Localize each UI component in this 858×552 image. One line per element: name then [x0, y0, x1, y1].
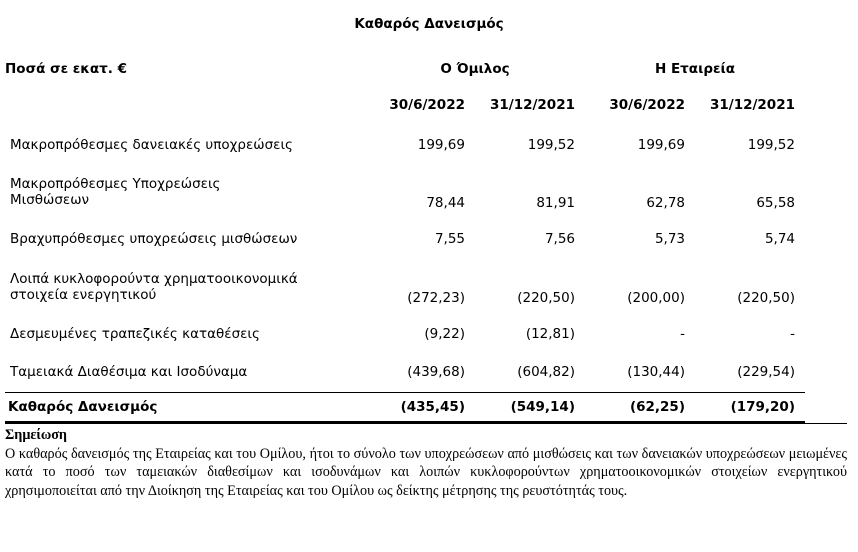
value-cell: (229,54): [737, 363, 795, 380]
value-cell: 199,52: [747, 136, 795, 153]
total-value: (179,20): [695, 392, 805, 422]
value-cell: 7,55: [434, 231, 465, 247]
table-row: [5, 315, 805, 352]
row-label: Δεσμευμένες τραπεζικές καταθέσεις: [10, 325, 260, 342]
table-row: [5, 163, 805, 220]
row-label-line: Μισθώσεων: [10, 191, 90, 208]
group-header: Ο Όμιλος: [440, 61, 510, 77]
value-cell: 5,73: [654, 231, 685, 247]
total-value: (435,45): [365, 392, 475, 422]
row-label: Ταμειακά Διαθέσιμα και Ισοδύναμα: [10, 363, 248, 380]
total-value: (62,25): [585, 392, 695, 422]
empty-cell: [5, 84, 365, 126]
row-label: Βραχυπρόθεσμες υποχρεώσεις μισθώσεων: [10, 231, 298, 247]
value-cell: 199,69: [637, 136, 685, 153]
table-row: [5, 220, 805, 258]
note-text: Ο καθαρός δανεισμός της Εταιρείας και του Ομίλου, ήτοι το σύνολο των υποχρεώσεων από μισθώσεις και των δανειακών υποχρεώσεων μειωμένες κατά το ποσό των ταμειακών διαθεσίμων και ισοδυνάμων και λοιπών κυκλοφορούντων χρηματοοικονομικών στοιχείων ενεργητικού χρησιμοποιείται από την Διοίκηση της Εταιρείας και του Ομίλου ως δείκτης μέτρησης της ρευστότητάς τους.: [5, 445, 847, 499]
total-value: (549,14): [475, 392, 585, 422]
note-title: Σημείωση: [5, 423, 847, 445]
net-debt-table: [5, 54, 805, 423]
table-row: [5, 258, 805, 315]
row-label-line: Λοιπά κυκλοφορούντα χρηματοοικονομικά: [10, 270, 298, 287]
value-cell: (272,23): [407, 290, 465, 306]
date-header: 31/12/2021: [709, 97, 795, 113]
date-header: 30/6/2022: [389, 97, 465, 113]
value-cell: 65,58: [756, 195, 795, 211]
row-label: [5, 163, 365, 220]
company-header: Η Εταιρεία: [654, 61, 736, 77]
date-header: 31/12/2021: [489, 97, 575, 113]
value-cell: -: [680, 325, 685, 342]
value-cell: -: [790, 325, 795, 342]
value-cell: (220,50): [737, 290, 795, 306]
row-label: [5, 258, 365, 315]
row-label: Μακροπρόθεσμες δανειακές υποχρεώσεις: [10, 136, 293, 153]
total-row: [5, 392, 805, 422]
note-section: [5, 423, 847, 500]
value-cell: 199,69: [417, 136, 465, 153]
value-cell: 199,52: [527, 136, 575, 153]
value-cell: (200,00): [627, 290, 685, 306]
header-dates-row: [5, 84, 805, 126]
table-title: Καθαρός Δανεισμός: [354, 16, 504, 32]
header-groups-row: [5, 54, 805, 84]
value-cell: (604,82): [517, 363, 575, 380]
value-cell: 81,91: [536, 195, 575, 211]
value-cell: (12,81): [525, 325, 575, 342]
value-cell: (220,50): [517, 290, 575, 306]
value-cell: 62,78: [646, 195, 685, 211]
table-row: [5, 126, 805, 163]
value-cell: 5,74: [764, 231, 795, 247]
amounts-label: Ποσά σε εκατ. €: [5, 61, 128, 77]
total-label: Καθαρός Δανεισμός: [5, 392, 365, 422]
date-header: 30/6/2022: [609, 97, 685, 113]
table-row: [5, 352, 805, 392]
value-cell: 7,56: [544, 231, 575, 247]
value-cell: (439,68): [407, 363, 465, 380]
value-cell: (130,44): [627, 363, 685, 380]
value-cell: 78,44: [426, 195, 465, 211]
row-label-line: στοιχεία ενεργητικού: [10, 286, 157, 303]
value-cell: (9,22): [424, 325, 465, 342]
row-label-line: Μακροπρόθεσμες Υποχρεώσεις: [10, 175, 221, 192]
